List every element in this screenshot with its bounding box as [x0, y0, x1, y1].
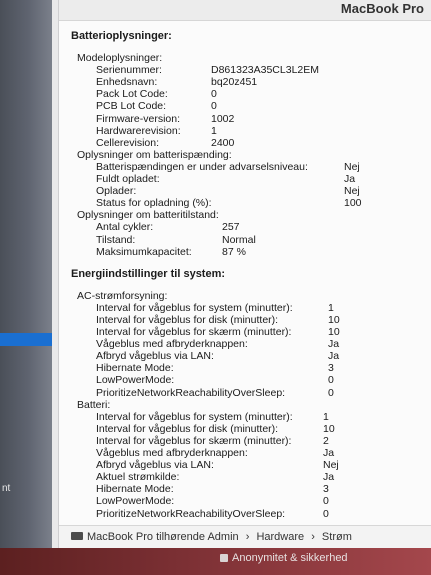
row-label: Vågeblus med afbryderknappen: — [96, 447, 248, 459]
group-header — [59, 52, 431, 64]
row-value: Ja — [323, 471, 335, 484]
row-value: 10 — [328, 313, 340, 326]
row-label: Oplader: — [96, 185, 137, 198]
row-value: 3 — [323, 483, 329, 496]
row-label: Interval for vågeblus for disk (minutter): — [96, 422, 279, 435]
row-label: Aktuel strømkilde: — [96, 471, 180, 484]
path-separator: › — [245, 531, 250, 543]
row-value: Nej — [344, 160, 360, 173]
row-label: Interval for vågeblus for skærm (minutter): — [96, 326, 292, 338]
info-row — [59, 326, 431, 338]
info-row — [59, 362, 431, 374]
row-label: Tilstand: — [96, 233, 136, 246]
info-row — [59, 137, 431, 149]
row-value: 1 — [211, 124, 217, 137]
row-label: Interval for vågeblus for disk (minutter): — [96, 313, 279, 326]
info-row — [59, 483, 431, 495]
group-header — [59, 290, 431, 302]
info-row — [59, 234, 431, 246]
header-label: Oplysninger om batterispænding: — [77, 148, 232, 161]
group-header — [59, 399, 431, 411]
info-row — [59, 350, 431, 362]
row-label: PCB Lot Code: — [96, 100, 167, 113]
row-label: Fuldt opladet: — [96, 173, 160, 185]
row-label: Afbryd vågeblus via LAN: — [96, 459, 214, 472]
header-label: Batterioplysninger: — [71, 30, 172, 42]
info-row — [59, 173, 431, 185]
row-value: Nej — [344, 185, 360, 198]
info-row — [59, 185, 431, 197]
report-content[interactable] — [59, 20, 431, 526]
row-value: D861323A35CL3L2EM — [211, 64, 319, 77]
info-row — [59, 221, 431, 233]
row-value: 0 — [211, 88, 217, 101]
row-value: 0 — [323, 495, 329, 508]
row-label: Hibernate Mode: — [96, 362, 174, 375]
row-value: 1002 — [211, 112, 235, 125]
row-value: 0 — [211, 100, 217, 113]
info-row — [59, 64, 431, 76]
selected-sidebar-highlight — [0, 333, 52, 346]
info-row — [59, 125, 431, 137]
info-row — [59, 88, 431, 100]
info-row — [59, 459, 431, 471]
row-label: Vågeblus med afbryderknappen: — [96, 338, 248, 351]
info-row — [59, 338, 431, 350]
background-overlay-text — [220, 552, 348, 564]
row-label: Cellerevision: — [96, 136, 160, 149]
section-title — [59, 268, 431, 280]
info-row — [59, 423, 431, 435]
info-row — [59, 435, 431, 447]
truncated-text: nt — [2, 483, 11, 494]
row-label: Interval for vågeblus for system (minutter): — [96, 301, 293, 314]
row-value: Ja — [323, 447, 335, 459]
row-label: Hibernate Mode: — [96, 483, 174, 496]
info-row — [59, 508, 431, 520]
window-title: MacBook Pro — [340, 1, 424, 16]
path-item-computer[interactable]: MacBook Pro tilhørende Admin — [87, 531, 239, 543]
row-label: Enhedsnavn: — [96, 76, 158, 89]
section-title — [59, 30, 431, 42]
row-value: Ja — [328, 350, 340, 363]
background-desktop-strip — [0, 548, 431, 575]
row-label: Firmware-version: — [96, 112, 181, 125]
header-label: AC-strømforsyning: — [77, 289, 168, 302]
row-label: Maksimumkapacitet: — [96, 245, 192, 258]
row-label: Pack Lot Code: — [96, 88, 168, 101]
info-row — [59, 113, 431, 125]
group-header — [59, 149, 431, 161]
row-value: Ja — [344, 173, 356, 185]
info-row — [59, 246, 431, 258]
row-value: 1 — [323, 410, 329, 423]
path-item-hardware[interactable]: Hardware — [256, 531, 305, 543]
path-bar — [59, 525, 431, 548]
row-value: 10 — [328, 326, 340, 338]
path-item-power[interactable]: Strøm — [321, 531, 352, 543]
row-label: PrioritizeNetworkReachabilityOverSleep: — [96, 507, 286, 520]
background-window-edge — [0, 0, 52, 560]
row-value: 257 — [222, 221, 240, 234]
row-label: LowPowerMode: — [96, 374, 175, 387]
row-label: Interval for vågeblus for skærm (minutter): — [96, 434, 292, 447]
header-label: Batteri: — [77, 398, 111, 411]
header-label: Modeloplysninger: — [77, 52, 163, 64]
info-row — [59, 302, 431, 314]
row-label: PrioritizeNetworkReachabilityOverSleep: — [96, 386, 286, 399]
row-label: LowPowerMode: — [96, 495, 175, 508]
laptop-icon — [71, 532, 83, 540]
info-row — [59, 100, 431, 112]
header-label: Oplysninger om batteritilstand: — [77, 209, 219, 222]
info-row — [59, 387, 431, 399]
row-value: Ja — [328, 338, 340, 351]
overlay-label: Anonymitet & sikkerhed — [232, 552, 348, 564]
group-header — [59, 209, 431, 221]
info-row — [59, 161, 431, 173]
info-row — [59, 411, 431, 423]
row-value: 3 — [328, 362, 334, 375]
lock-icon — [220, 554, 228, 562]
row-value: 2400 — [211, 136, 235, 149]
row-value: 100 — [344, 197, 362, 210]
info-row — [59, 374, 431, 386]
info-row — [59, 76, 431, 88]
row-value: 0 — [323, 507, 329, 520]
info-row — [59, 447, 431, 459]
row-label: Afbryd vågeblus via LAN: — [96, 350, 214, 363]
row-value: 2 — [323, 434, 329, 447]
path-separator: › — [311, 531, 315, 543]
info-row — [59, 314, 431, 326]
row-label: Status for opladning (%): — [96, 197, 212, 210]
row-label: Batterispændingen er under advarselsniveau: — [96, 160, 308, 173]
info-row — [59, 471, 431, 483]
row-value: bq20z451 — [211, 76, 258, 89]
info-row — [59, 197, 431, 209]
row-label: Antal cykler: — [96, 221, 154, 234]
row-label: Interval for vågeblus for system (minutter): — [96, 410, 293, 423]
title-bar — [59, 0, 431, 21]
row-label: Hardwarerevision: — [96, 124, 181, 137]
row-value: 0 — [328, 374, 334, 387]
row-value: 10 — [323, 422, 335, 435]
row-value: 1 — [328, 301, 334, 314]
row-value: Normal — [222, 233, 256, 246]
row-value: 87 % — [222, 245, 246, 258]
system-information-window — [58, 0, 431, 548]
row-label: Serienummer: — [96, 64, 162, 77]
row-value: Nej — [323, 459, 339, 472]
header-label: Energiindstillinger til system: — [71, 267, 226, 280]
row-value: 0 — [328, 386, 334, 399]
info-row — [59, 495, 431, 507]
